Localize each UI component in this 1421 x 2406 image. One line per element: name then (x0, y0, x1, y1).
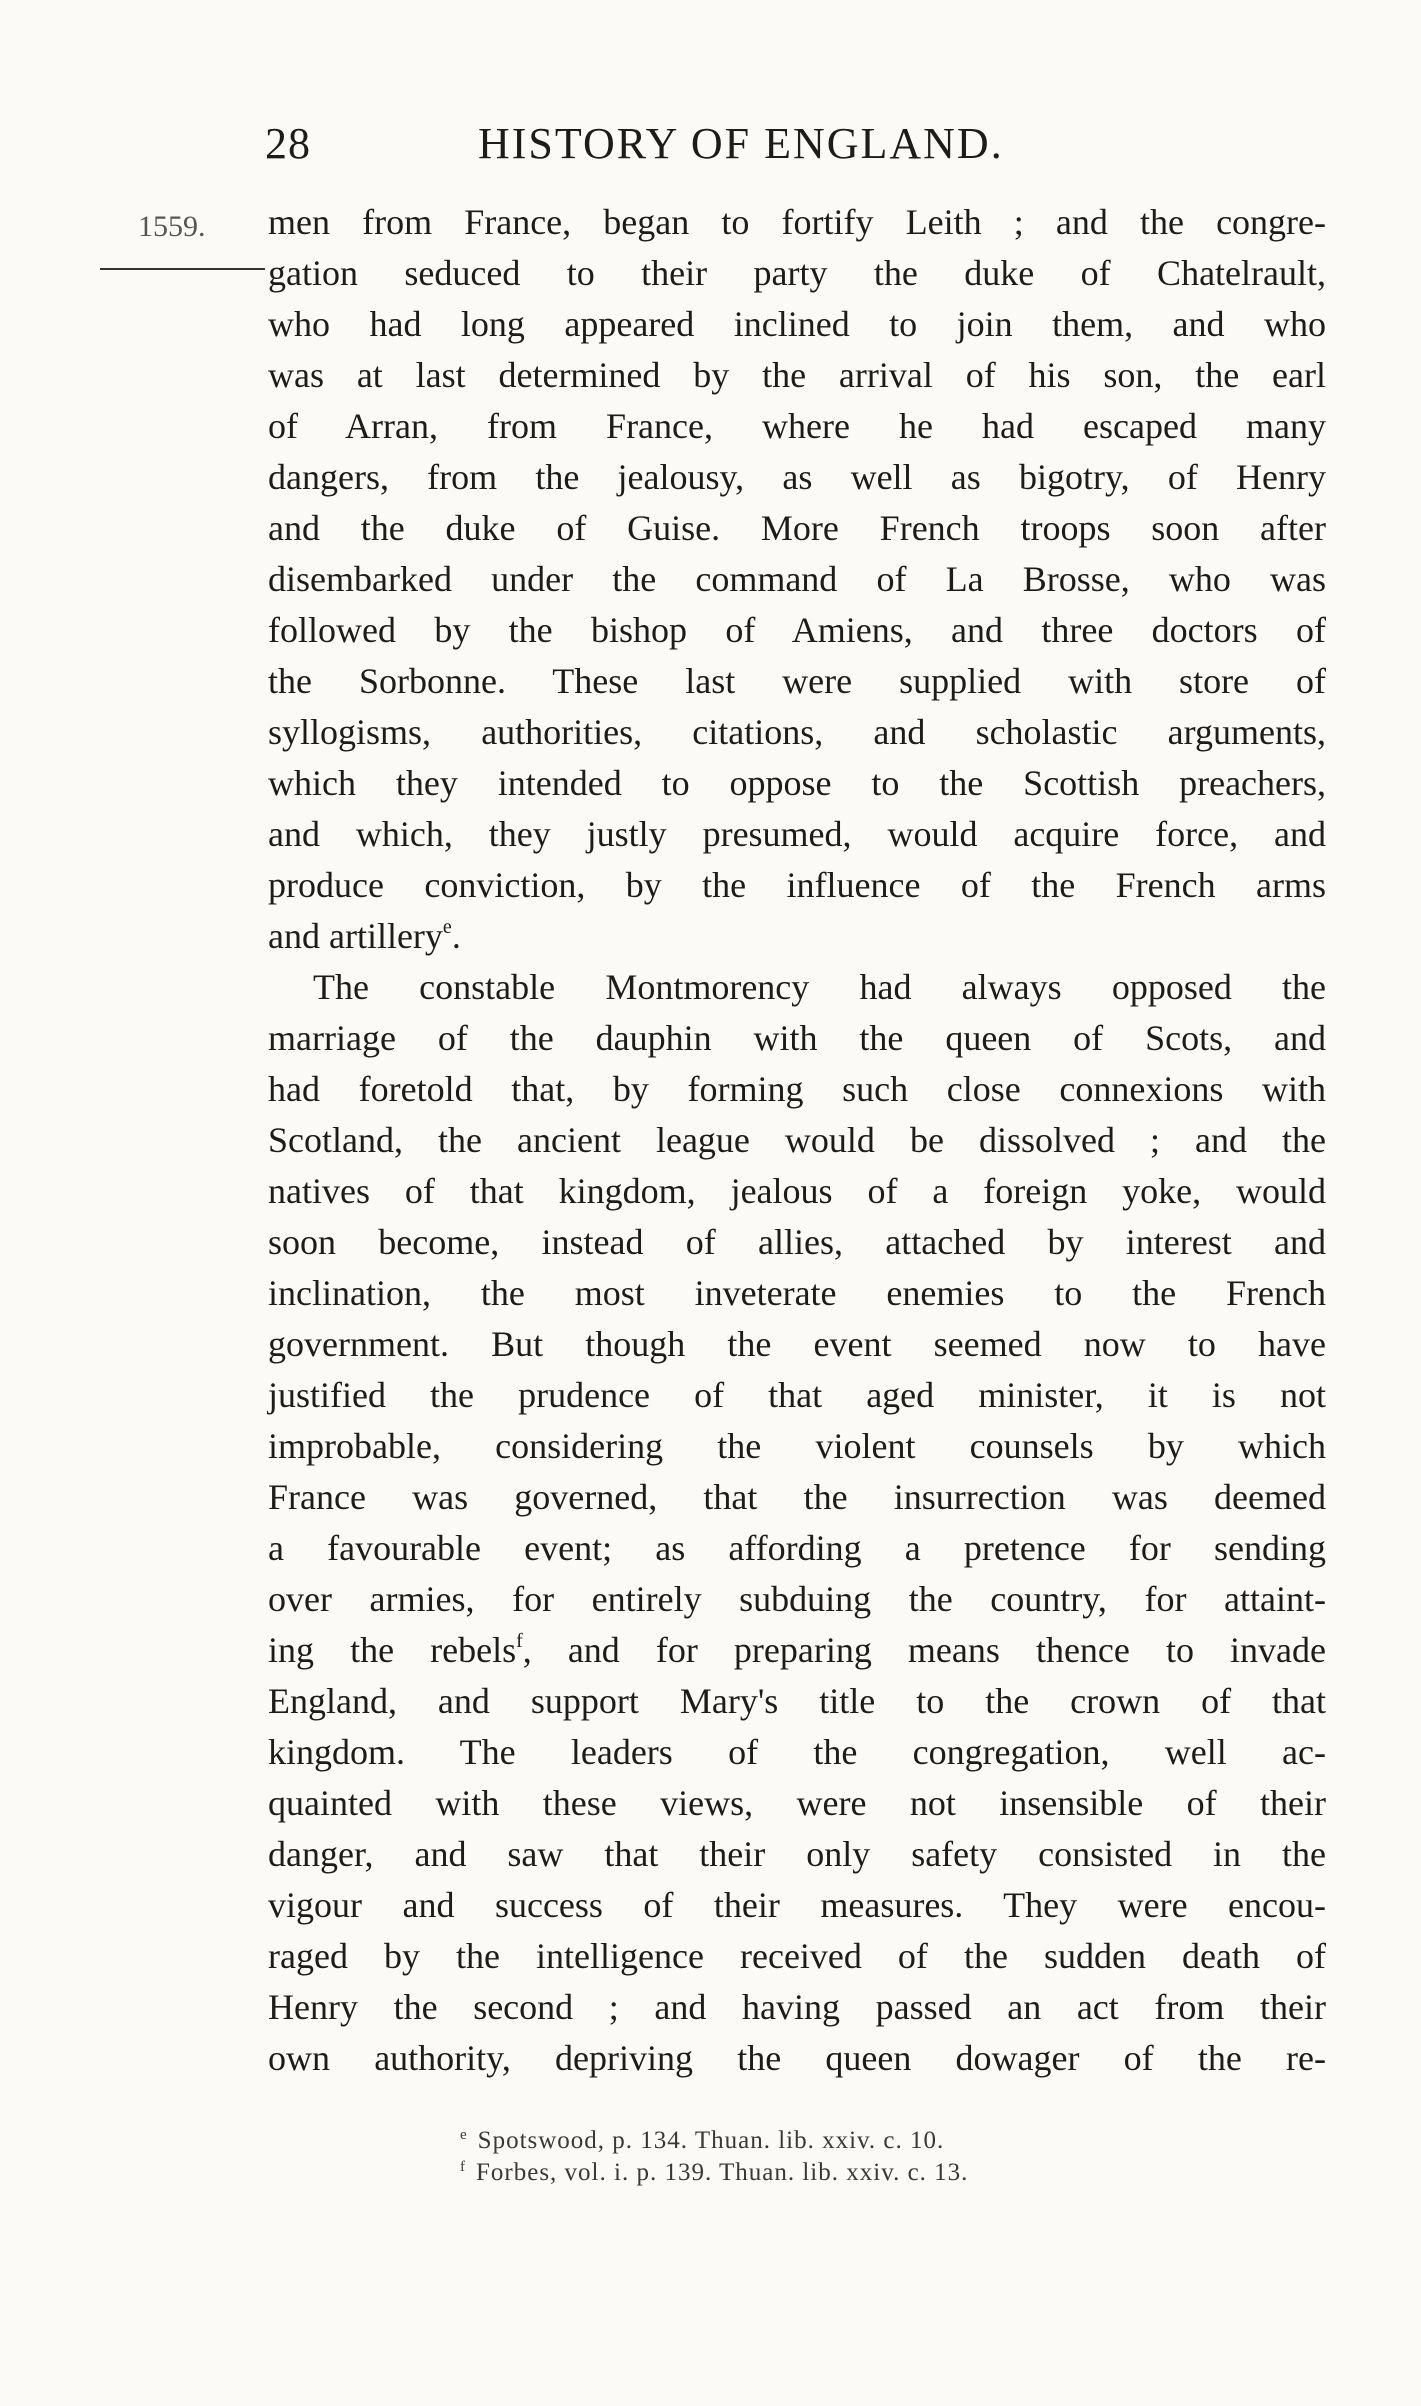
text-line-27: a favourable event; as affording a pretence for sending (268, 1528, 1326, 1568)
text-line-28: over armies, for entirely subduing the country, for attaint- (268, 1579, 1326, 1619)
text-line-2: gation seduced to their party the duke of Chatelrault, (268, 253, 1326, 293)
text-line-15-tail: . (451, 916, 461, 956)
text-line-14: produce conviction, by the influence of the French arms (268, 865, 1326, 905)
footnote-f (460, 2157, 1220, 2189)
footnote-text: Spotswood, p. 134. Thuan. lib. xxiv. c. 10. (477, 2127, 945, 2154)
text-line-26: France was governed, that the insurrection was deemed (268, 1477, 1326, 1517)
text-line-23: government. But though the event seemed now to have (268, 1324, 1326, 1364)
text-line-32: quainted with these views, were not insensible of their (268, 1783, 1326, 1823)
text-line-5: of Arran, from France, where he had escaped many (268, 406, 1326, 446)
text-line-11: syllogisms, authorities, citations, and scholastic arguments, (268, 712, 1326, 752)
footnote-ref-f[interactable]: f (516, 1630, 523, 1652)
text-line-6: dangers, from the jealousy, as well as bigotry, of Henry (268, 457, 1326, 497)
text-line-16: The constable Montmorency had always opposed the (313, 967, 1326, 1007)
running-title: HISTORY OF ENGLAND. (478, 119, 1004, 168)
margin-year: 1559. (138, 210, 206, 243)
text-line-30: England, and support Mary's title to the crown of that (268, 1681, 1326, 1721)
footnotes (460, 2125, 1220, 2189)
body-text (268, 197, 1326, 2084)
text-line-4: was at last determined by the arrival of his son, the earl (268, 355, 1326, 395)
text-line-18: had foretold that, by forming such close connexions with (268, 1069, 1326, 1109)
text-line-22: inclination, the most inveterate enemies to the French (268, 1273, 1326, 1313)
page-number: 28 (265, 119, 311, 168)
text-line-37: own authority, depriving the queen dowager of the re- (268, 2038, 1326, 2078)
text-line-8: disembarked under the command of La Brosse, who was (268, 559, 1326, 599)
text-line-13: and which, they justly presumed, would acquire force, and (268, 814, 1326, 854)
text-line-9: followed by the bishop of Amiens, and three doctors of (268, 610, 1326, 650)
text-line-29 (268, 1625, 1326, 1676)
text-line-36: Henry the second ; and having passed an act from their (268, 1987, 1326, 2027)
text-line-3: who had long appeared inclined to join them, and who (268, 304, 1326, 344)
text-line-24: justified the prudence of that aged minister, it is not (268, 1375, 1326, 1415)
text-line-35: raged by the intelligence received of the sudden death of (268, 1936, 1326, 1976)
text-line-20: natives of that kingdom, jealous of a foreign yoke, would (268, 1171, 1326, 1211)
text-line-17: marriage of the dauphin with the queen of Scots, and (268, 1018, 1326, 1058)
text-line-19: Scotland, the ancient league would be dissolved ; and the (268, 1120, 1326, 1160)
footnote-mark: f (460, 2158, 466, 2175)
text-line-12: which they intended to oppose to the Scottish preachers, (268, 763, 1326, 803)
text-line-29-text: ing the rebels (268, 1630, 517, 1670)
text-line-34: vigour and success of their measures. They were encou- (268, 1885, 1326, 1925)
margin-rule (100, 268, 265, 270)
text-line-25: improbable, considering the violent counsels by which (268, 1426, 1326, 1466)
page-header (265, 118, 1325, 178)
footnote-mark: e (460, 2126, 468, 2143)
text-line-15-text: and artillery (268, 916, 443, 956)
text-line-31: kingdom. The leaders of the congregation, well ac- (268, 1732, 1326, 1772)
footnote-ref-e[interactable]: e (442, 916, 452, 938)
text-line-33: danger, and saw that their only safety consisted in the (268, 1834, 1326, 1874)
footnote-e (460, 2125, 1220, 2157)
text-line-7: and the duke of Guise. More French troops soon after (268, 508, 1326, 548)
text-line-21: soon become, instead of allies, attached by interest and (268, 1222, 1326, 1262)
text-line-29-tail: , and for preparing means thence to invade (522, 1630, 1326, 1670)
text-line-15 (268, 911, 1326, 962)
footnote-text: Forbes, vol. i. p. 139. Thuan. lib. xxiv. c. 13. (476, 2159, 969, 2186)
text-line-1: men from France, began to fortify Leith ; and the congre- (268, 202, 1326, 242)
text-line-10: the Sorbonne. These last were supplied with store of (268, 661, 1326, 701)
